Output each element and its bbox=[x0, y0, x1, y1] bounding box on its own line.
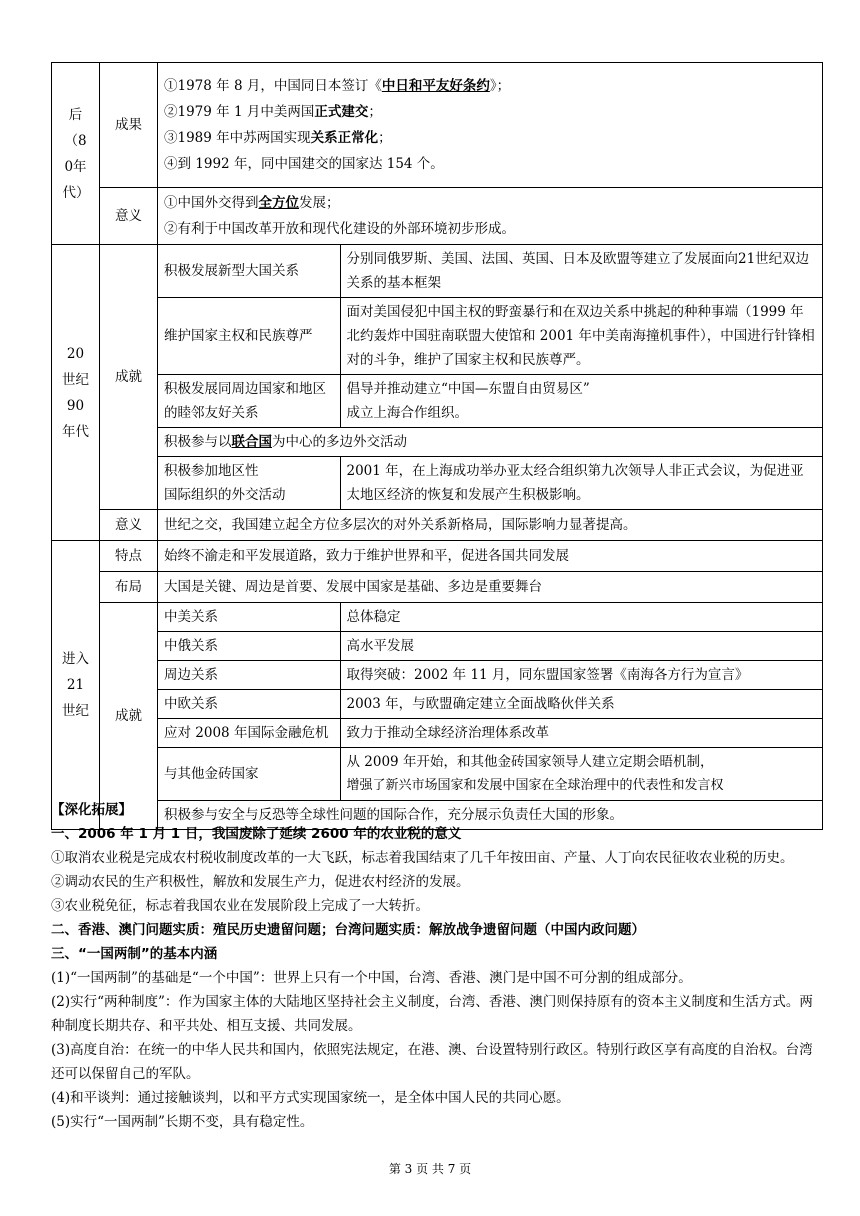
paragraph: (1)“一国两制”的基础是“一个中国”：世界上只有一个中国，台湾、香港、澳门是中国不可分割的组成部分。 bbox=[51, 970, 692, 986]
table-row bbox=[158, 719, 822, 748]
text: ； bbox=[378, 130, 392, 146]
table-cell: 维护国家主权和民族尊严 bbox=[158, 298, 340, 375]
table-row bbox=[158, 375, 822, 428]
achievements-21c-cell bbox=[158, 603, 823, 830]
keyword: 联合国 bbox=[231, 434, 272, 450]
table-cell: 中俄关系 bbox=[158, 632, 340, 661]
meaning-90s-content: 世纪之交，我国建立起全方位多层次的对外关系新格局，国际影响力显著提高。 bbox=[158, 510, 823, 541]
text: ③1989 年中苏两国实现 bbox=[164, 130, 311, 146]
era-80s-label: 后（80年代） bbox=[62, 106, 90, 201]
table-cell: 中欧关系 bbox=[158, 690, 340, 719]
table-row bbox=[158, 245, 822, 298]
text: ①1978 年 8 月，中国同日本签订《 bbox=[164, 78, 382, 94]
text: ； bbox=[368, 104, 382, 120]
category-label: 特点 bbox=[100, 541, 158, 572]
category-label: 意义 bbox=[100, 510, 158, 541]
table-cell: 积极参与安全与反恐等全球性问题的国际合作，充分展示负责任大国的形象。 bbox=[158, 801, 822, 830]
achievements-90s-cell bbox=[158, 245, 823, 510]
table-cell: 分别同俄罗斯、美国、法国、英国、日本及欧盟等建立了发展面向21世纪双边关系的基本框架 bbox=[340, 245, 822, 298]
table-cell: 高水平发展 bbox=[340, 632, 822, 661]
text: 从 2009 年开始，和其他金砖国家领导人建立定期会晤机制， bbox=[346, 754, 714, 770]
section-heading: 二、香港、澳门问题实质：殖民历史遗留问题；台湾问题实质：解放战争遗留问题（中国内政问题） bbox=[51, 922, 645, 938]
category-label: 意义 bbox=[100, 188, 158, 245]
table-row bbox=[158, 690, 822, 719]
table-row bbox=[158, 748, 822, 801]
era-21c-cell bbox=[52, 541, 100, 830]
table-cell: 取得突破：2002 年 11 月，同东盟国家签署《南海各方行为宣言》 bbox=[340, 661, 822, 690]
paragraph: (4)和平谈判：通过接触谈判，以和平方式实现国家统一，是全体中国人民的共同心愿。 bbox=[51, 1090, 570, 1106]
table-cell: 总体稳定 bbox=[340, 603, 822, 632]
history-outline-table bbox=[51, 62, 823, 830]
paragraph: (2)实行“两种制度”：作为国家主体的大陆地区坚持社会主义制度，台湾、香港、澳门则保持原有的资本主义制度和生活方式。两种制度长期共存、和平共处、相互支援、共同发展。 bbox=[51, 994, 813, 1034]
table-row bbox=[158, 428, 822, 457]
category-label: 布局 bbox=[100, 572, 158, 603]
achievements-21c-table bbox=[158, 603, 822, 829]
section-title: 【深化拓展】 bbox=[51, 802, 132, 818]
paragraph: (5)实行“一国两制”长期不变，具有稳定性。 bbox=[51, 1114, 314, 1130]
table-cell: 面对美国侵犯中国主权的野蛮暴行和在双边关系中挑起的种种事端（1999 年北约轰炸中国驻南联盟大使馆和 2001 年中美南海撞机事件），中国进行针锋相对的斗争，维护了国家主权和民族尊严。 bbox=[340, 298, 822, 375]
paragraph: ②调动农民的生产积极性，解放和发展生产力，促进农村经济的发展。 bbox=[51, 874, 470, 890]
row-80s-achievements bbox=[52, 63, 823, 188]
text: ④到 1992 年，同中国建交的国家达 154 个。 bbox=[164, 156, 444, 172]
text: 成立上海合作组织。 bbox=[346, 405, 468, 421]
paragraph: ①取消农业税是完成农村税收制度改革的一大飞跃，标志着我国结束了几千年按田亩、产量、人丁向农民征收农业税的历史。 bbox=[51, 850, 794, 866]
text: 积极参与以 bbox=[164, 434, 232, 450]
era-80s-cell bbox=[52, 63, 100, 245]
row-90s-meaning bbox=[52, 510, 823, 541]
keyword: 正式建交 bbox=[314, 104, 369, 120]
extension-notes bbox=[51, 798, 823, 1134]
text: 倡导并推动建立“中国—东盟自由贸易区” bbox=[346, 381, 590, 397]
category-label: 成果 bbox=[100, 63, 158, 188]
text: 国际组织的外交活动 bbox=[164, 487, 286, 503]
category-label: 成就 bbox=[100, 245, 158, 510]
table-cell: 中美关系 bbox=[158, 603, 340, 632]
section-heading: 三、“一国两制”的基本内涵 bbox=[51, 946, 218, 962]
table-row bbox=[158, 457, 822, 510]
table-row bbox=[158, 298, 822, 375]
text: ②1979 年 1 月中美两国 bbox=[164, 104, 315, 120]
era-21c-label: 进入21世纪 bbox=[62, 651, 89, 719]
text: 增强了新兴市场国家和发展中国家在全球治理中的代表性和发言权 bbox=[346, 778, 724, 793]
achievements-80s-content bbox=[158, 63, 823, 188]
text: 为中心的多边外交活动 bbox=[272, 434, 407, 450]
text: 积极参加地区性 bbox=[164, 463, 259, 479]
row-80s-meaning bbox=[52, 188, 823, 245]
table-cell: 积极发展新型大国关系 bbox=[158, 245, 340, 298]
table-cell bbox=[340, 748, 822, 801]
meaning-80s-content bbox=[158, 188, 823, 245]
table-cell: 周边关系 bbox=[158, 661, 340, 690]
text: ①中国外交得到 bbox=[164, 195, 259, 211]
text: 发展； bbox=[299, 195, 340, 211]
era-90s-cell bbox=[52, 245, 100, 541]
table-cell: 2003 年，与欧盟确定建立全面战略伙伴关系 bbox=[340, 690, 822, 719]
row-21c-achievements bbox=[52, 603, 823, 830]
row-90s-achievements bbox=[52, 245, 823, 510]
table-cell bbox=[158, 457, 340, 510]
category-label: 成就 bbox=[100, 603, 158, 830]
paragraph: ③农业税免征，标志着我国农业在发展阶段上完成了一大转折。 bbox=[51, 898, 429, 914]
table-cell: 致力于推动全球经济治理体系改革 bbox=[340, 719, 822, 748]
table-row bbox=[158, 661, 822, 690]
achievements-90s-table bbox=[158, 245, 822, 509]
table-cell: 积极发展同周边国家和地区的睦邻友好关系 bbox=[158, 375, 340, 428]
paragraph: (3)高度自治：在统一的中华人民共和国内，依照宪法规定，在港、澳、台设置特别行政区。特别行政区享有高度的自治权。台湾还可以保留自己的军队。 bbox=[51, 1042, 813, 1082]
treaty-name: 中日和平友好条约 bbox=[381, 78, 490, 94]
row-21c-features bbox=[52, 541, 823, 572]
text: ②有利于中国改革开放和现代化建设的外部环境初步形成。 bbox=[164, 221, 515, 237]
table-cell: 应对 2008 年国际金融危机 bbox=[158, 719, 340, 748]
section-heading: 一、2006 年 1 月 1 日，我国废除了延续 2600 年的农业税的意义 bbox=[51, 826, 462, 842]
table-cell bbox=[158, 428, 822, 457]
table-row bbox=[158, 603, 822, 632]
table-cell: 与其他金砖国家 bbox=[158, 748, 340, 801]
table-row bbox=[158, 632, 822, 661]
text: 》； bbox=[489, 78, 511, 94]
features-content: 始终不渝走和平发展道路，致力于维护世界和平，促进各国共同发展 bbox=[158, 541, 823, 572]
keyword: 关系正常化 bbox=[310, 130, 379, 146]
page-number: 第 3 页 共 7 页 bbox=[388, 1162, 472, 1176]
achievements-21c-rows bbox=[158, 603, 822, 748]
table-cell: 2001 年，在上海成功举办亚太经合组织第九次领导人非正式会议，为促进亚太地区经济的恢复和发展产生积极影响。 bbox=[340, 457, 822, 510]
era-90s-label: 20世纪90年代 bbox=[62, 345, 89, 440]
table-cell bbox=[340, 375, 822, 428]
layout-content: 大国是关键、周边是首要、发展中国家是基础、多边是重要舞台 bbox=[158, 572, 823, 603]
keyword: 全方位 bbox=[258, 195, 299, 211]
row-21c-layout bbox=[52, 572, 823, 603]
